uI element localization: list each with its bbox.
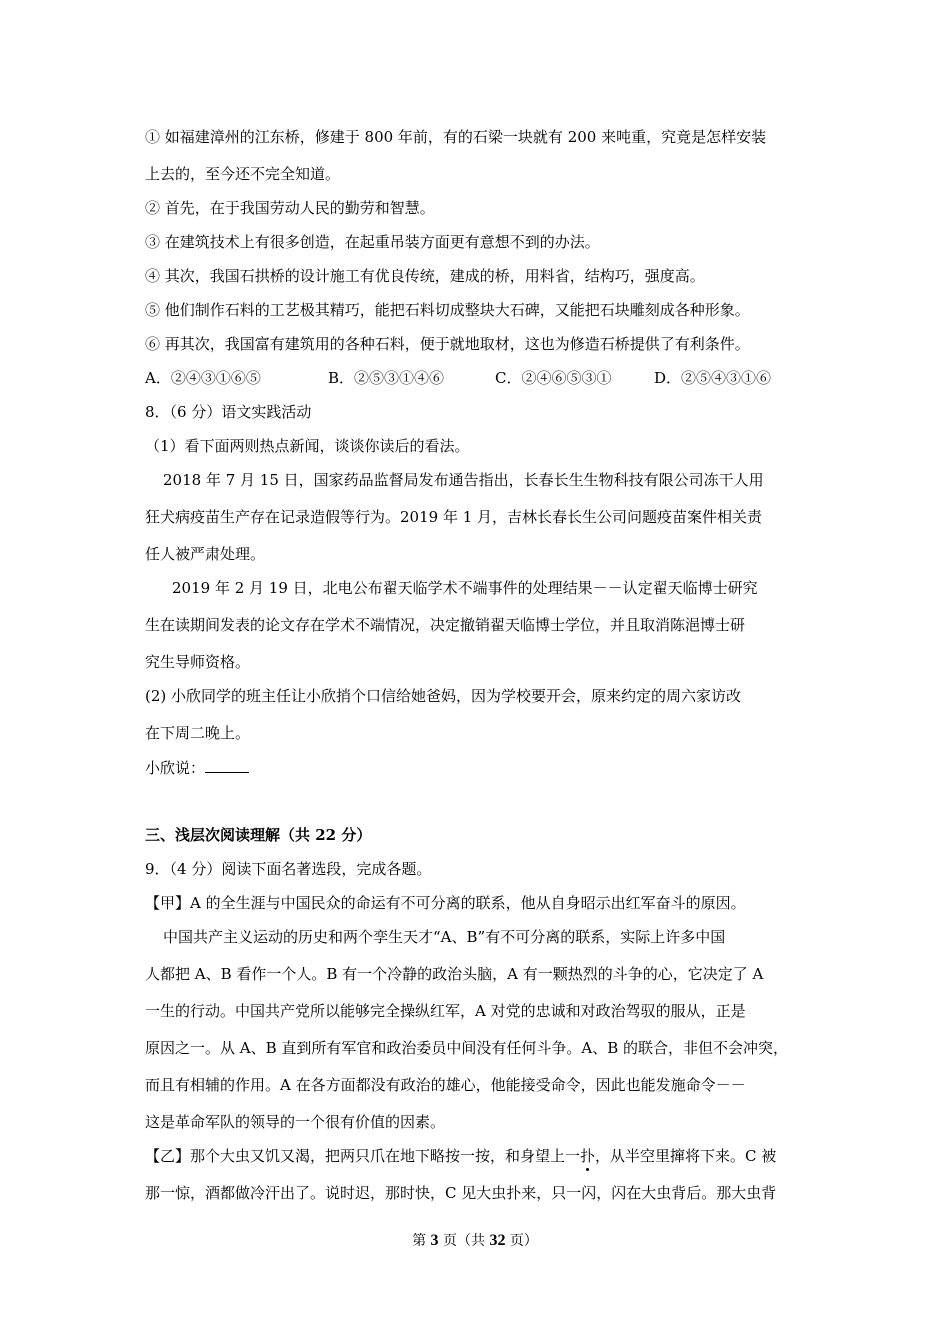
emphasis-dot-char: 扑: [580, 1147, 596, 1165]
news-1-line: 任人被严肃处理。: [145, 545, 266, 563]
excerpt-yi-line: [145, 1146, 776, 1166]
excerpt-jia-line: 人都把 A、B 看作一个人。B 有一个冷静的政治头脑，A 有一颗热烈的斗争的心，它决定了 A: [145, 965, 764, 983]
answer-line: [145, 758, 249, 778]
text-line: ④ 其次，我国石拱桥的设计施工有优良传统，建成的桥，用料省，结构巧，强度高。: [145, 267, 705, 285]
answer-blank[interactable]: [205, 758, 249, 773]
question-8-title: 8．（6 分）语文实践活动: [145, 403, 312, 421]
footer-middle: 页（共: [443, 1233, 485, 1249]
excerpt-jia-line: 这是革命军队的领导的一个很有价值的因素。: [145, 1113, 446, 1131]
news-1-line: 2018 年 7 月 15 日，国家药品监督局发布通告指出，长春长生生物科技有限公司冻干人用: [163, 471, 764, 489]
text-line: ① 如福建漳州的江东桥，修建于 800 年前，有的石梁一块就有 200 来吨重，究竟是怎样安装: [145, 128, 767, 146]
question-9-title: 9．（4 分）阅读下面名著选段，完成各题。: [145, 860, 432, 878]
news-2-line: 生在读期间发表的论文存在学术不端情况，决定撤销翟天临博士学位，并且取消陈浥博士研: [145, 616, 746, 634]
option-b: B．②⑤③①④⑥: [328, 369, 445, 387]
section-3-heading: 三、浅层次阅读理解（共 22 分）: [145, 826, 372, 844]
excerpt-yi-text: 【乙】那个大虫又饥又渴，把两只爪在地下略按一按，和身望上一: [145, 1147, 581, 1165]
excerpt-jia-line: 原因之一。从 A、B 直到所有军官和政治委员中间没有任何斗争。A、B 的联合，非但不会冲突，: [145, 1039, 789, 1057]
text-line: 上去的，至今还不完全知道。: [145, 165, 341, 183]
text-line: ⑤ 他们制作石料的工艺极其精巧，能把石料切成整块大石碑，又能把石块雕刻成各种形象。: [145, 301, 750, 319]
footer-prefix: 第: [412, 1233, 427, 1249]
text-line: ③ 在建筑技术上有很多创造，在起重吊装方面更有意想不到的办法。: [145, 233, 600, 251]
answer-prompt: 小欣说：: [145, 759, 206, 777]
page-footer: [0, 1230, 950, 1250]
excerpt-jia-line: 而且有相辅的作用。A 在各方面都没有政治的雄心，他能接受命令，因此也能发施命令－－: [145, 1076, 746, 1094]
option-d: D．②⑤④③①⑥: [654, 369, 772, 387]
text-line: ② 首先，在于我国劳动人民的勤劳和智慧。: [145, 199, 435, 217]
option-c: C．②④⑥⑤③①: [495, 369, 612, 387]
excerpt-jia-line: 中国共产主义运动的历史和两个孪生天才“A、B”有不可分离的联系，实际上许多中国: [163, 928, 726, 946]
total-page-count: 32: [489, 1232, 506, 1249]
current-page-number: 3: [430, 1232, 439, 1249]
question-8-part-1: （1）看下面两则热点新闻，谈谈你读后的看法。: [145, 437, 470, 455]
excerpt-yi-line: 那一惊，酒都做冷汗出了。说时迟，那时快，C 见大虫扑来，只一闪，闪在大虫背后。那大虫背: [145, 1184, 777, 1202]
text-line: ⑥ 再其次，我国富有建筑用的各种石料，便于就地取材，这也为修造石桥提供了有利条件。: [145, 335, 750, 353]
excerpt-jia-line: 一生的行动。中国共产党所以能够完全操纵红军，A 对党的忠诚和对政治驾驭的服从，正是: [145, 1002, 746, 1020]
news-1-line: 狂犬病疫苗生产存在记录造假等行为。2019 年 1 月，吉林长春长生公司问题疫苗案件相关责: [145, 508, 763, 526]
question-8-part-2: (2) 小欣同学的班主任让小欣捎个口信给她爸妈，因为学校要开会，原来约定的周六家访改: [145, 687, 742, 705]
news-2-line: 2019 年 2 月 19 日，北电公布翟天临学术不端事件的处理结果－－认定翟天临博士研究: [172, 579, 758, 597]
excerpt-jia-heading: 【甲】A 的全生涯与中国民众的命运有不可分离的联系，他从自身昭示出红军奋斗的原因。: [145, 894, 746, 912]
footer-suffix: 页）: [509, 1233, 538, 1249]
option-a: A．②④③①⑥⑤: [145, 369, 261, 387]
news-2-line: 究生导师资格。: [145, 653, 251, 671]
excerpt-yi-text: ，从半空里撺将下来。C 被: [595, 1147, 777, 1165]
question-8-part-2: 在下周二晚上。: [145, 724, 251, 742]
